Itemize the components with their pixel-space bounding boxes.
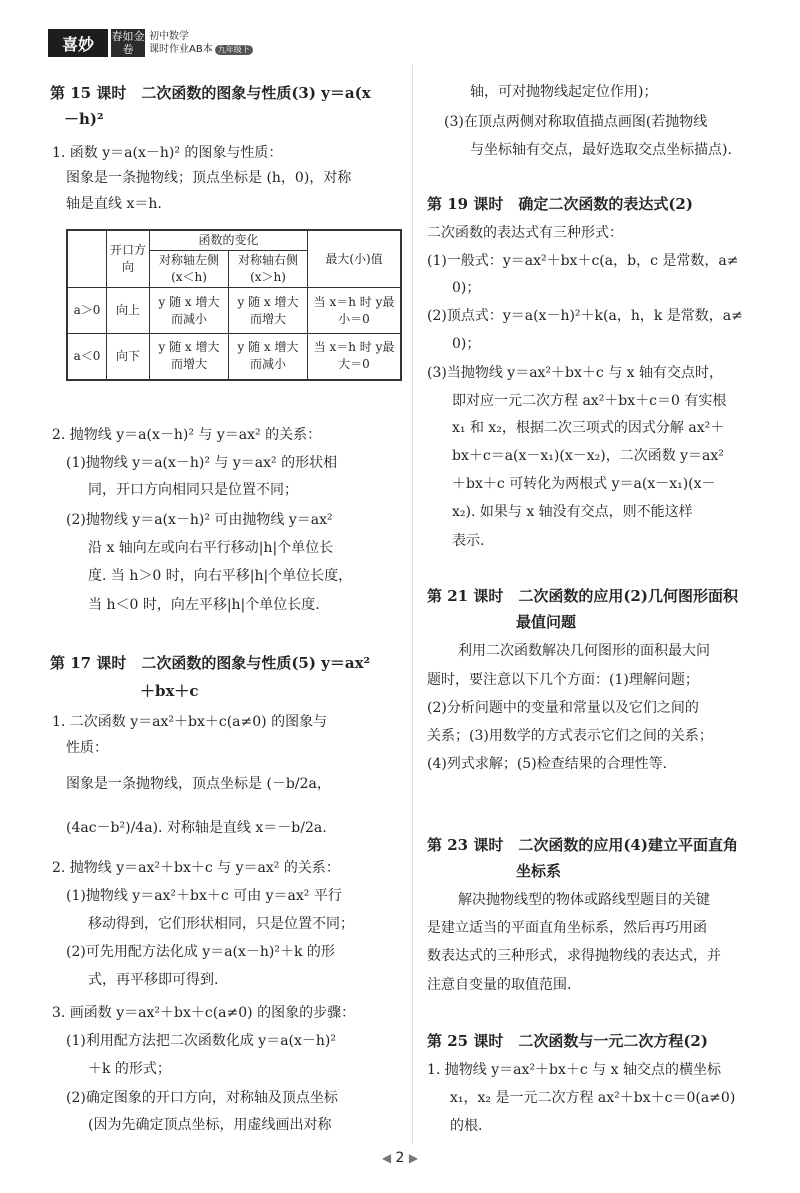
section-15-title: 第 15 课时 二次函数的图象与性质(3) y＝a(x <box>50 84 371 102</box>
header-text <box>149 30 253 56</box>
paragraph: 利用二次函数解决几何图形的面积最大问 <box>458 643 710 659</box>
paragraph: 关系；(3)用数学的方式表示它们之间的关系； <box>427 728 713 744</box>
paragraph: (2)抛物线 y＝a(x－h)² 可由抛物线 y＝ax² <box>66 512 333 528</box>
paragraph: ＋k 的形式； <box>88 1061 171 1077</box>
table-cell: 向上 <box>107 288 150 334</box>
paragraph: 轴，可对抛物线起定位作用)； <box>470 84 658 100</box>
paragraph: 是建立适当的平面直角坐标系，然后再巧用函 <box>427 920 707 936</box>
section-25-title: 第 25 课时 二次函数与一元二次方程(2) <box>427 1032 708 1050</box>
paragraph: (2)确定图象的开口方向，对称轴及顶点坐标 <box>66 1090 338 1106</box>
paragraph: 0)； <box>452 280 481 296</box>
paragraph: 式，再平移即可得到. <box>88 972 219 988</box>
paragraph: (2)可先用配方法化成 y＝a(x－h)²＋k 的形 <box>66 944 335 960</box>
paragraph: 表示. <box>452 533 485 549</box>
table-cell: 当 x＝h 时 y最小＝0 <box>308 288 402 334</box>
header-series <box>149 43 253 56</box>
table-header-left <box>150 251 229 288</box>
paragraph: 2. 抛物线 y＝ax²＋bx＋c 与 y＝ax² 的关系： <box>52 860 340 876</box>
publisher-logo: 喜妙 <box>48 29 108 57</box>
table-cell: 向下 <box>107 334 150 380</box>
section-17-title-cont: ＋bx＋c <box>140 682 199 700</box>
page-number: 2 <box>395 1150 405 1166</box>
table-header-left-label: 对称轴左侧 <box>158 253 219 267</box>
paragraph: x₁，x₂ 是一元二次方程 ax²＋bx＋c＝0(a≠0) <box>450 1090 736 1106</box>
paragraph: (3)在顶点两侧对称取值描点画图(若抛物线 <box>444 114 708 130</box>
paragraph: 性质： <box>66 740 108 756</box>
paragraph: 的根. <box>450 1118 483 1134</box>
paragraph: 度. 当 h＞0 时，向右平移|h|个单位长度， <box>88 568 353 584</box>
brand-mark: 春如金卷 <box>111 30 145 56</box>
paragraph: ＋bx＋c 可转化为两根式 y＝a(x－x₁)(x－ <box>452 476 716 492</box>
table-header-right-sub: (x＞h) <box>250 270 286 284</box>
header <box>48 28 253 58</box>
paragraph: (4)列式求解；(5)检查结果的合理性等. <box>427 756 668 772</box>
table-cell: y 随 x 增大而增大 <box>229 288 308 334</box>
table-cell: 当 x＝h 时 y最大＝0 <box>308 334 402 380</box>
paragraph: 1. 二次函数 y＝ax²＋bx＋c(a≠0) 的图象与 <box>52 714 328 730</box>
header-series-label: 课时作业AB本 <box>149 44 213 55</box>
paragraph: (因为先确定顶点坐标，用虚线画出对称 <box>88 1117 332 1133</box>
triangle-right-icon: ▶ <box>408 1151 419 1165</box>
header-subject: 初中数学 <box>149 31 189 42</box>
paragraph: 当 h＜0 时，向左平移|h|个单位长度. <box>88 597 320 613</box>
paragraph: (3)当抛物线 y＝ax²＋bx＋c 与 x 轴有交点时， <box>427 365 723 381</box>
paragraph: (2)分析问题中的变量和常量以及它们之间的 <box>427 700 699 716</box>
column-divider <box>412 65 413 1145</box>
paragraph: 注意自变量的取值范围. <box>427 977 572 993</box>
section-17-title: 第 17 课时 二次函数的图象与性质(5) y＝ax² <box>50 654 371 672</box>
paragraph: (4ac－b²)/4a). 对称轴是直线 x＝－b/2a. <box>66 820 327 836</box>
table-cell: y 随 x 增大而减小 <box>229 334 308 380</box>
paragraph: (1)一般式：y＝ax²＋bx＋c(a，b，c 是常数，a≠ <box>427 253 739 269</box>
paragraph: (2)顶点式：y＝a(x－h)²＋k(a，h，k 是常数，a≠ <box>427 308 743 324</box>
table-cell: a＞0 <box>67 288 107 334</box>
paragraph: x₂). 如果与 x 轴没有交点，则不能这样 <box>452 504 693 520</box>
paragraph: 数表达式的三种形式，求得抛物线的表达式，并 <box>427 948 721 964</box>
paragraph: 图象是一条抛物线，顶点坐标是 (－b/2a， <box>66 776 331 792</box>
paragraph: 题时，要注意以下几个方面：(1)理解问题； <box>427 672 699 688</box>
section-15-title-cont: －h)² <box>64 110 104 128</box>
paragraph: x₁ 和 x₂，根据二次三项式的因式分解 ax²＋ <box>452 420 725 436</box>
paragraph: 移动得到，它们形状相同，只是位置不同； <box>88 916 354 932</box>
paragraph: (1)抛物线 y＝a(x－h)² 与 y＝ax² 的形状相 <box>66 455 338 471</box>
paragraph: 1. 函数 y＝a(x－h)² 的图象与性质： <box>52 145 283 161</box>
paragraph: 解决抛物线型的物体或路线型题目的关键 <box>458 892 710 908</box>
paragraph: 沿 x 轴向左或向右平行移动|h|个单位长 <box>88 540 334 556</box>
properties-table <box>66 229 402 381</box>
table-header-right-label: 对称轴右侧 <box>237 253 298 267</box>
paragraph: 3. 画函数 y＝ax²＋bx＋c(a≠0) 的图象的步骤： <box>52 1005 356 1021</box>
section-23-title: 第 23 课时 二次函数的应用(4)建立平面直角 <box>427 836 738 854</box>
page-footer <box>0 1150 800 1166</box>
section-21-title: 第 21 课时 二次函数的应用(2)几何图形面积 <box>427 587 738 605</box>
paragraph: 与坐标轴有交点，最好选取交点坐标描点). <box>470 142 732 158</box>
table-header-open: 开口方向 <box>107 230 150 288</box>
section-21-title-cont: 最值问题 <box>516 613 577 631</box>
table-header-max: 最大(小)值 <box>308 230 402 288</box>
section-23-title-cont: 坐标系 <box>516 862 562 880</box>
table-cell: y 随 x 增大而增大 <box>150 334 229 380</box>
table-cell: a＜0 <box>67 334 107 380</box>
paragraph: 0)； <box>452 336 481 352</box>
table-header-change: 函数的变化 <box>150 230 308 251</box>
section-19-title: 第 19 课时 确定二次函数的表达式(2) <box>427 195 693 213</box>
paragraph: 图象是一条抛物线；顶点坐标是 (h，0)，对称 <box>66 170 352 186</box>
table-cell: y 随 x 增大而减小 <box>150 288 229 334</box>
paragraph: bx＋c＝a(x－x₁)(x－x₂)，二次函数 y＝ax² <box>452 448 724 464</box>
paragraph: (1)抛物线 y＝ax²＋bx＋c 可由 y＝ax² 平行 <box>66 888 342 904</box>
triangle-left-icon: ◀ <box>381 1151 392 1165</box>
paragraph: (1)利用配方法把二次函数化成 y＝a(x－h)² <box>66 1033 336 1049</box>
paragraph: 2. 抛物线 y＝a(x－h)² 与 y＝ax² 的关系： <box>52 427 322 443</box>
table-header-left-sub: (x＜h) <box>171 270 207 284</box>
grade-badge: 九年级下 <box>215 45 253 55</box>
paragraph: 同，开口方向相同只是位置不同； <box>88 482 298 498</box>
paragraph: 1. 抛物线 y＝ax²＋bx＋c 与 x 轴交点的横坐标 <box>427 1062 721 1078</box>
paragraph: 即对应一元二次方程 ax²＋bx＋c＝0 有实根 <box>452 393 727 409</box>
paragraph: 二次函数的表达式有三种形式： <box>427 225 623 241</box>
table-header-right <box>229 251 308 288</box>
paragraph: 轴是直线 x＝h. <box>66 196 162 212</box>
